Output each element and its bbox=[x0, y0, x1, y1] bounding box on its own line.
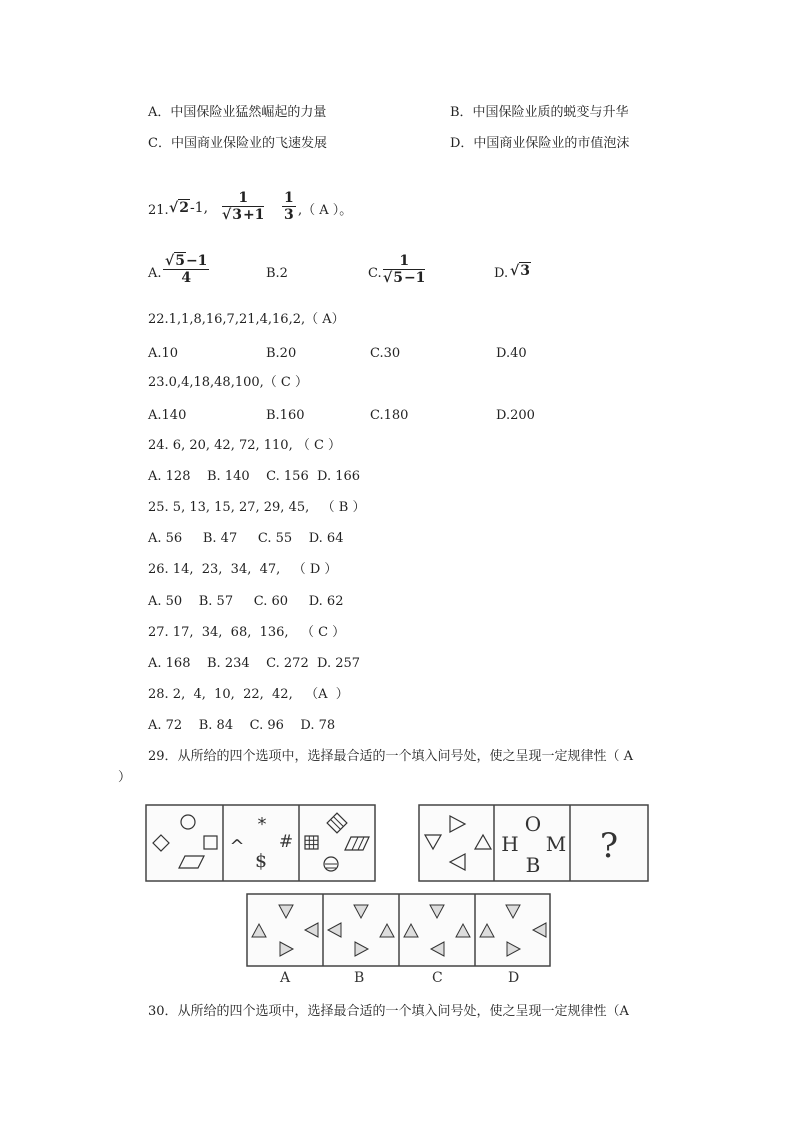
q21-option-d-value: √3 bbox=[510, 263, 530, 279]
q21-option-b: B.2 bbox=[266, 266, 288, 281]
q20-option-a: A．中国保险业猛然崛起的力量 bbox=[148, 105, 327, 120]
question-mark-icon: ? bbox=[599, 826, 619, 866]
q21-option-c-numerator: 1 bbox=[383, 253, 425, 270]
dollar-symbol: $ bbox=[254, 850, 268, 872]
q24-options: A. 128 B. 140 C. 156 D. 166 bbox=[148, 469, 361, 484]
q23-option-c: C.180 bbox=[370, 408, 409, 423]
q22-option-c: C.30 bbox=[370, 346, 401, 361]
q22-option-b: B.20 bbox=[266, 346, 297, 361]
q21-option-c-radicand: 5 bbox=[393, 270, 403, 286]
q21-term2-den-tail: +1 bbox=[242, 207, 265, 223]
q21-term3-denominator: 3 bbox=[284, 207, 294, 223]
q24-stem: 24. 6, 20, 42, 72, 110, （ C ） bbox=[148, 438, 342, 453]
q29-figure-options bbox=[246, 893, 556, 969]
q23-option-a: A.140 bbox=[148, 408, 187, 423]
q27-options: A. 168 B. 234 C. 272 D. 257 bbox=[148, 656, 361, 671]
q26-options: A. 50 B. 57 C. 60 D. 62 bbox=[148, 594, 344, 609]
hash-symbol: # bbox=[278, 832, 294, 852]
q26-stem: 26. 14, 23, 34, 47, （ D ） bbox=[148, 562, 338, 577]
q21-term-2: $\frac{1}{√3+1}$ bbox=[222, 190, 265, 223]
q21-term2-numerator: 1 bbox=[222, 190, 264, 207]
q21-option-d-radicand: 3 bbox=[520, 263, 530, 279]
option-a-label[interactable]: A bbox=[280, 970, 291, 986]
q25-stem: 25. 5, 13, 15, 27, 29, 45, （ B ） bbox=[148, 500, 366, 515]
q21-option-c-den-tail: −1 bbox=[403, 270, 426, 286]
q20-option-b: B．中国保险业质的蜕变与升华 bbox=[450, 105, 629, 120]
q21-answer: ,（ A ）。 bbox=[298, 203, 353, 218]
q21-term2-radicand: 3 bbox=[232, 207, 242, 223]
q30-stem: 30．从所给的四个选项中，选择最合适的一个填入问号处，使之呈现一定规律性（A bbox=[148, 1004, 629, 1019]
q21-term3-numerator: 1 bbox=[284, 190, 294, 206]
option-d-label[interactable]: D bbox=[508, 970, 520, 986]
q22-option-d: D.40 bbox=[496, 346, 527, 361]
q29-stem-tail: ） bbox=[118, 770, 132, 785]
q21-term1-tail: -1, bbox=[189, 200, 209, 216]
q29-figure-sequence-right bbox=[418, 804, 650, 884]
q22-stem: 22.1,1,8,16,7,21,4,16,2,（ A） bbox=[148, 312, 345, 327]
star-symbol: * bbox=[257, 814, 267, 835]
q28-stem: 28. 2, 4, 10, 22, 42, （A ） bbox=[148, 687, 349, 702]
q21-option-d-label: D. bbox=[494, 266, 509, 281]
q21-term-1: √2-1, bbox=[169, 200, 209, 216]
caret-symbol: ^ bbox=[229, 836, 245, 857]
letter-m: M bbox=[545, 832, 567, 856]
q23-stem: 23.0,4,18,48,100,（ C ） bbox=[148, 375, 308, 390]
q27-stem: 27. 17, 34, 68, 136, （ C ） bbox=[148, 625, 346, 640]
q29-stem: 29．从所给的四个选项中，选择最合适的一个填入问号处，使之呈现一定规律性（ A bbox=[148, 749, 634, 764]
q21-term1-radicand: 2 bbox=[179, 200, 189, 216]
q21-option-a-denominator: 4 bbox=[181, 270, 192, 286]
letter-o: O bbox=[524, 812, 542, 836]
letter-h: H bbox=[501, 832, 519, 856]
q21-option-a-radicand: 5 bbox=[175, 253, 185, 269]
letter-b: B bbox=[525, 853, 541, 877]
q21-option-c-label: C. bbox=[368, 266, 382, 281]
q25-options: A. 56 B. 47 C. 55 D. 64 bbox=[148, 531, 344, 546]
q20-option-d: D．中国商业保险业的市值泡沫 bbox=[450, 136, 630, 151]
q21-option-a-label: A. bbox=[148, 266, 162, 281]
option-c-label[interactable]: C bbox=[432, 970, 443, 986]
q21-option-c-value: $\frac{1}{√5-1}$ bbox=[383, 253, 426, 286]
q29-figure-sequence-left bbox=[145, 804, 377, 884]
q21-term-3 bbox=[282, 190, 296, 224]
option-b-label[interactable]: B bbox=[354, 970, 365, 986]
q23-option-d: D.200 bbox=[496, 408, 535, 423]
q21-option-a-num-tail: −1 bbox=[185, 253, 208, 269]
q20-option-c: C．中国商业保险业的飞速发展 bbox=[148, 136, 327, 151]
q23-option-b: B.160 bbox=[266, 408, 305, 423]
q22-option-a: A.10 bbox=[148, 346, 179, 361]
q21-number: 21. bbox=[148, 203, 169, 218]
q28-options: A. 72 B. 84 C. 96 D. 78 bbox=[148, 718, 336, 733]
q21-option-a-value: $\frac{√5-1}{4}$ bbox=[165, 253, 208, 286]
